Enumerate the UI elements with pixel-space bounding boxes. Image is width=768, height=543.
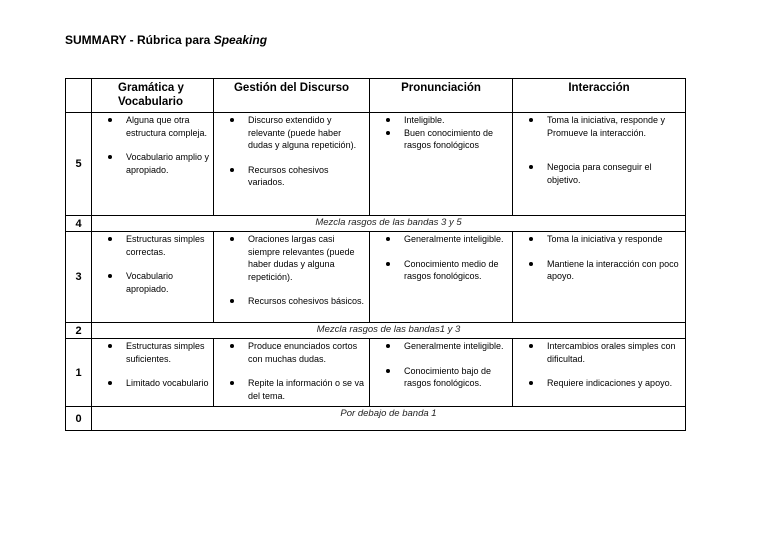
band-0-description: Por debajo de banda 1 xyxy=(92,407,686,431)
list-item: Vocabulario amplio y apropiado. xyxy=(92,151,211,176)
list-item: Limitado vocabulario xyxy=(92,377,211,390)
band-label-3: 3 xyxy=(66,232,92,323)
cell-1-grammar xyxy=(92,339,214,407)
list-item: Estructuras simples correctas. xyxy=(92,233,211,258)
list-item: Discurso extendido y relevante (puede haber dudas y alguna repetición). xyxy=(214,114,367,152)
cell-3-interaction xyxy=(513,232,686,323)
band-label-5: 5 xyxy=(66,113,92,216)
list-item: Recursos cohesivos básicos. xyxy=(214,295,367,308)
header-discourse: Gestión del Discurso xyxy=(214,79,370,113)
cell-3-grammar xyxy=(92,232,214,323)
speaking-rubric-table xyxy=(65,78,686,431)
title-italic: Speaking xyxy=(213,33,268,47)
cell-5-pronunciation xyxy=(370,113,513,216)
band-row-5 xyxy=(66,113,686,216)
list-item: Repite la información o se va del tema. xyxy=(214,377,367,402)
header-band xyxy=(66,79,92,113)
list-item: Recursos cohesivos variados. xyxy=(214,164,367,189)
cell-5-discourse xyxy=(214,113,370,216)
cell-5-grammar xyxy=(92,113,214,216)
list-item: Requiere indicaciones y apoyo. xyxy=(513,377,683,390)
band-row-4 xyxy=(66,216,686,232)
band-row-3 xyxy=(66,232,686,323)
band-row-0 xyxy=(66,407,686,431)
band-4-description: Mezcla rasgos de las bandas 3 y 5 xyxy=(92,216,686,232)
band-label-0: 0 xyxy=(66,407,92,431)
band-label-2: 2 xyxy=(66,323,92,339)
header-interaction: Interacción xyxy=(513,79,686,113)
title-main: Rúbrica para xyxy=(137,33,214,47)
list-item: Produce enunciados cortos con muchas dudas. xyxy=(214,340,367,365)
cell-3-pronunciation xyxy=(370,232,513,323)
band-row-2 xyxy=(66,323,686,339)
list-item: Inteligible. xyxy=(370,114,510,127)
document-title xyxy=(65,33,267,47)
list-item: Generalmente inteligible. xyxy=(370,233,510,246)
cell-1-discourse xyxy=(214,339,370,407)
list-item: Toma la iniciativa y responde xyxy=(513,233,683,246)
list-item: Vocabulario apropiado. xyxy=(92,270,211,295)
band-label-4: 4 xyxy=(66,216,92,232)
list-item: Buen conocimiento de rasgos fonológicos xyxy=(370,127,510,152)
list-item: Toma la iniciativa, responde y Promueve la interacción. xyxy=(513,114,683,139)
list-item: Negocia para conseguir el objetivo. xyxy=(513,161,683,186)
cell-5-interaction xyxy=(513,113,686,216)
list-item: Conocimiento bajo de rasgos fonológicos. xyxy=(370,365,510,390)
list-item: Intercambios orales simples con dificultad. xyxy=(513,340,683,365)
title-prefix: SUMMARY - xyxy=(65,33,137,47)
list-item: Oraciones largas casi siempre relevantes (puede haber dudas y alguna repetición). xyxy=(214,233,367,283)
band-row-1 xyxy=(66,339,686,407)
header-pronunciation: Pronunciación xyxy=(370,79,513,113)
header-grammar: Gramática y Vocabulario xyxy=(92,79,214,113)
band-label-1: 1 xyxy=(66,339,92,407)
list-item: Conocimiento medio de rasgos fonológicos. xyxy=(370,258,510,283)
list-item: Estructuras simples suficientes. xyxy=(92,340,211,365)
cell-3-discourse xyxy=(214,232,370,323)
header-row xyxy=(66,79,686,113)
list-item: Generalmente inteligible. xyxy=(370,340,510,353)
band-2-description: Mezcla rasgos de las bandas1 y 3 xyxy=(92,323,686,339)
list-item: Mantiene la interacción con poco apoyo. xyxy=(513,258,683,283)
list-item: Alguna que otra estructura compleja. xyxy=(92,114,211,139)
cell-1-pronunciation xyxy=(370,339,513,407)
cell-1-interaction xyxy=(513,339,686,407)
